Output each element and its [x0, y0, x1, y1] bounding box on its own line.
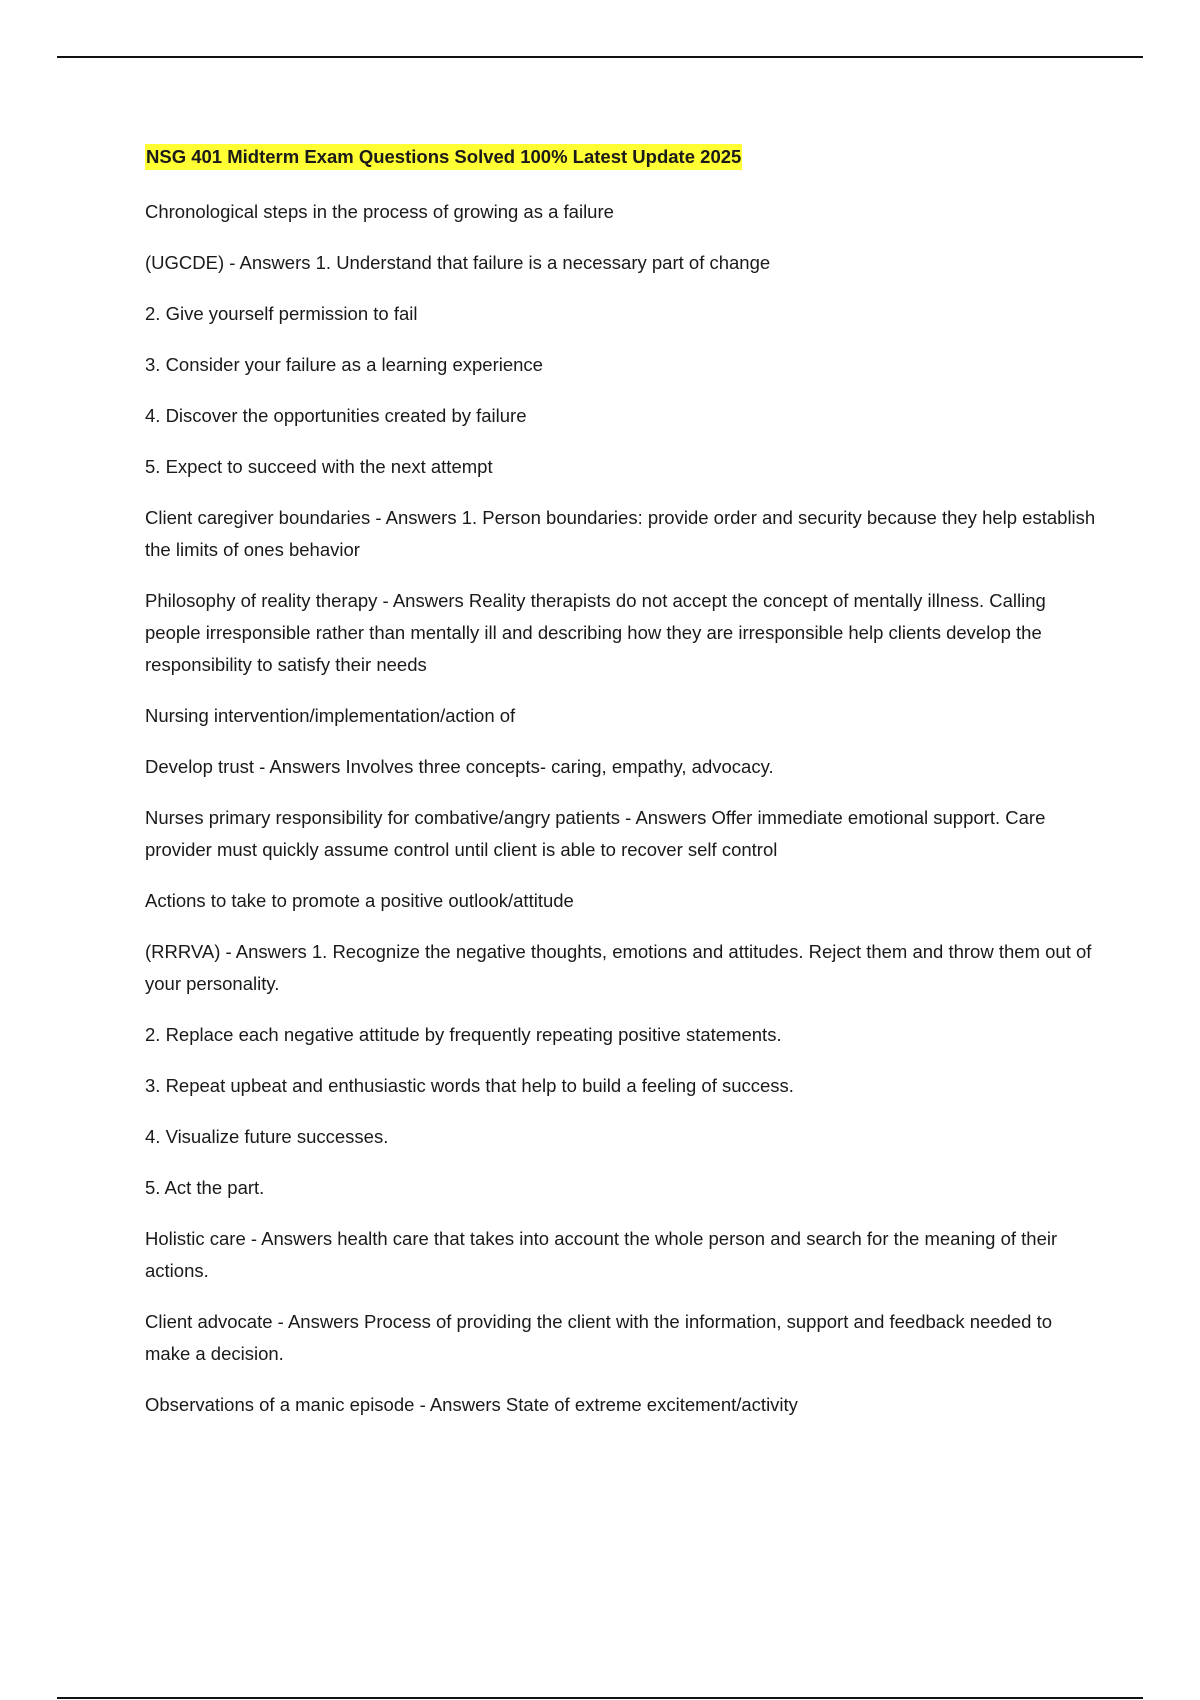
document-body: [145, 144, 1100, 1440]
paragraph: Client advocate - Answers Process of providing the client with the information, support and feedback needed to make a decision.: [145, 1311, 1053, 1364]
paragraph: 5. Expect to succeed with the next attempt: [145, 456, 493, 477]
paragraph: 4. Discover the opportunities created by failure: [145, 405, 527, 426]
paragraph: Philosophy of reality therapy - Answers Reality therapists do not accept the concept of mentally illness. Calling people irresponsible rather than mentally ill and describing how they are irresponsible help clients develop the responsibility to satisfy their needs: [145, 590, 1046, 675]
paragraph: (UGCDE) - Answers 1. Understand that failure is a necessary part of change: [145, 252, 771, 273]
paragraph: 2. Give yourself permission to fail: [145, 303, 418, 324]
paragraph: 2. Replace each negative attitude by frequently repeating positive statements.: [145, 1024, 782, 1045]
paragraph: Nurses primary responsibility for combative/angry patients - Answers Offer immediate emotional support. Care provider must quickly assume control until client is able to recover self control: [145, 807, 1046, 860]
footer-rule: [57, 1697, 1143, 1699]
document-title: NSG 401 Midterm Exam Questions Solved 100% Latest Update 2025: [145, 144, 742, 170]
paragraph: Nursing intervention/implementation/action of: [145, 705, 516, 726]
paragraph: Client caregiver boundaries - Answers 1. Person boundaries: provide order and security because they help establish the limits of ones behavior: [145, 507, 1096, 560]
header-rule: [57, 56, 1143, 58]
paragraph: Holistic care - Answers health care that takes into account the whole person and search for the meaning of their actions.: [145, 1228, 1058, 1281]
paragraph: 3. Consider your failure as a learning experience: [145, 354, 543, 375]
paragraph: Chronological steps in the process of growing as a failure: [145, 201, 614, 222]
paragraph: Develop trust - Answers Involves three concepts- caring, empathy, advocacy.: [145, 756, 774, 777]
paragraph: Actions to take to promote a positive outlook/attitude: [145, 890, 574, 911]
paragraph: (RRRVA) - Answers 1. Recognize the negative thoughts, emotions and attitudes. Reject them and throw them out of your personality.: [145, 941, 1092, 994]
paragraph: 4. Visualize future successes.: [145, 1126, 389, 1147]
paragraph: 5. Act the part.: [145, 1177, 265, 1198]
paragraph: 3. Repeat upbeat and enthusiastic words that help to build a feeling of success.: [145, 1075, 794, 1096]
paragraph: Observations of a manic episode - Answers State of extreme excitement/activity: [145, 1394, 798, 1415]
